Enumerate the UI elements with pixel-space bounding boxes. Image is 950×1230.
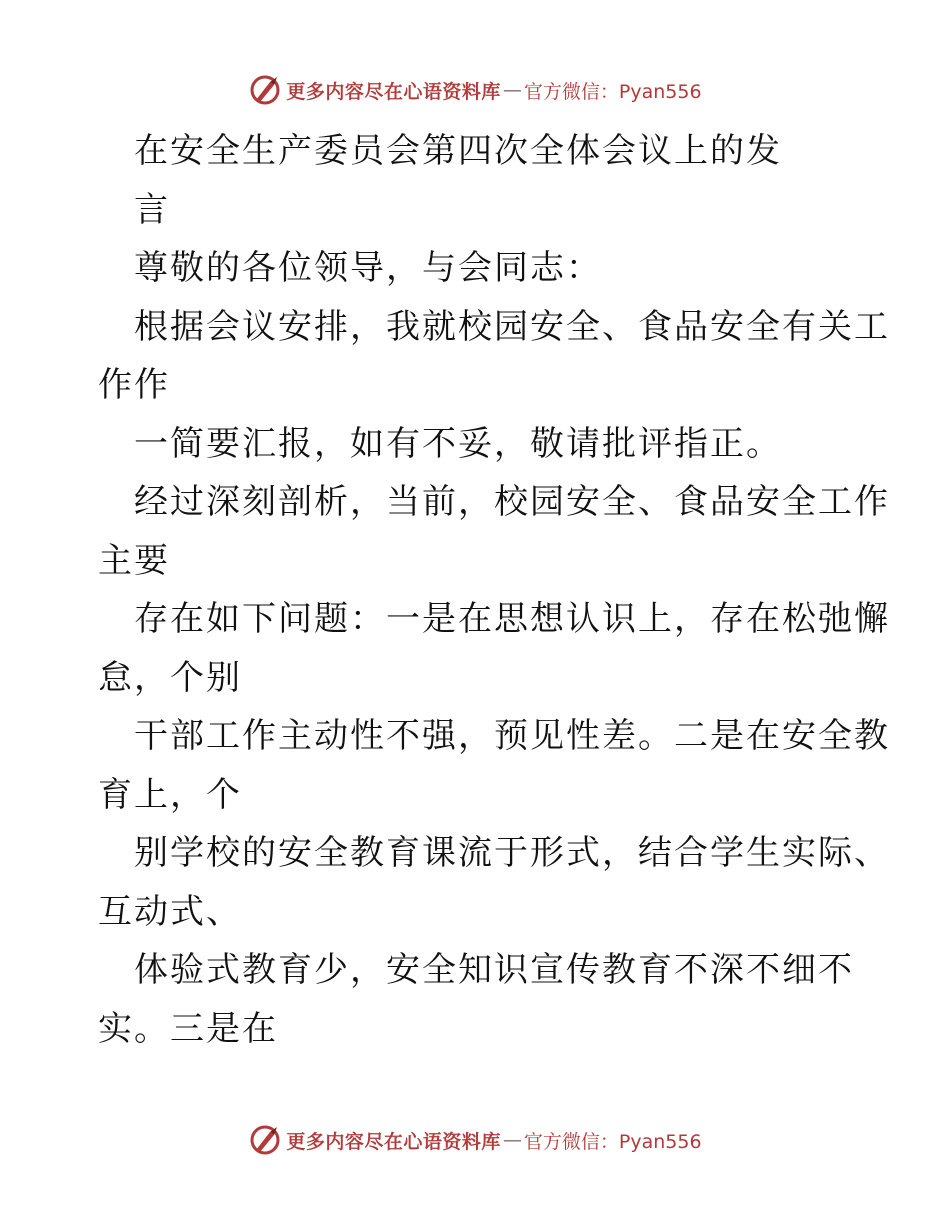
paragraph-line: 互动式、 [98, 891, 242, 932]
paragraph-line: 育上，个 [98, 774, 242, 815]
paragraph-line: 别学校的安全教育课流于形式，结合学生实际、 [134, 833, 890, 873]
paragraph-line: 作作 [98, 365, 170, 405]
paragraph-line: 一简要汇报，如有不妥，敬请批评指正。 [134, 423, 782, 464]
paragraph-line: 根据会议安排，我就校园安全、食品安全有关工 [134, 306, 890, 347]
document-title-line-1: 在安全生产委员会第四次全体会议上的发 [134, 131, 782, 171]
paragraph-line: 实。三是在 [98, 1008, 278, 1049]
document-title-line-2: 言 [134, 189, 170, 230]
watermark-site-text: 更多内容尽在心语资料库 [286, 1130, 501, 1153]
paragraph-line: 体验式教育少，安全知识宣传教育不深不细不 [134, 950, 854, 990]
paragraph-line: 干部工作主动性不强，预见性差。二是在安全教 [134, 716, 890, 756]
watermark-site-text: 更多内容尽在心语资料库 [286, 80, 501, 103]
footer-watermark-banner [0, 1120, 950, 1160]
quill-pen-circle-icon [248, 1123, 282, 1157]
watermark-separator: — [502, 79, 522, 101]
paragraph-line: 存在如下问题：一是在思想认识上，存在松弛懈 [134, 599, 890, 639]
watermark-separator: — [502, 1129, 522, 1151]
watermark-wechat-text: 官方微信：Pyan556 [523, 1130, 702, 1153]
paragraph-line: 怠，个别 [98, 657, 242, 698]
paragraph-line: 经过深刻剖析，当前，校园安全、食品安全工作 [134, 482, 890, 522]
salutation-line: 尊敬的各位领导，与会同志： [134, 248, 602, 288]
header-watermark-banner [0, 70, 950, 110]
quill-pen-circle-icon [248, 73, 282, 107]
paragraph-line: 主要 [98, 540, 170, 581]
document-body [98, 122, 890, 1058]
watermark-wechat-text: 官方微信：Pyan556 [523, 80, 702, 103]
